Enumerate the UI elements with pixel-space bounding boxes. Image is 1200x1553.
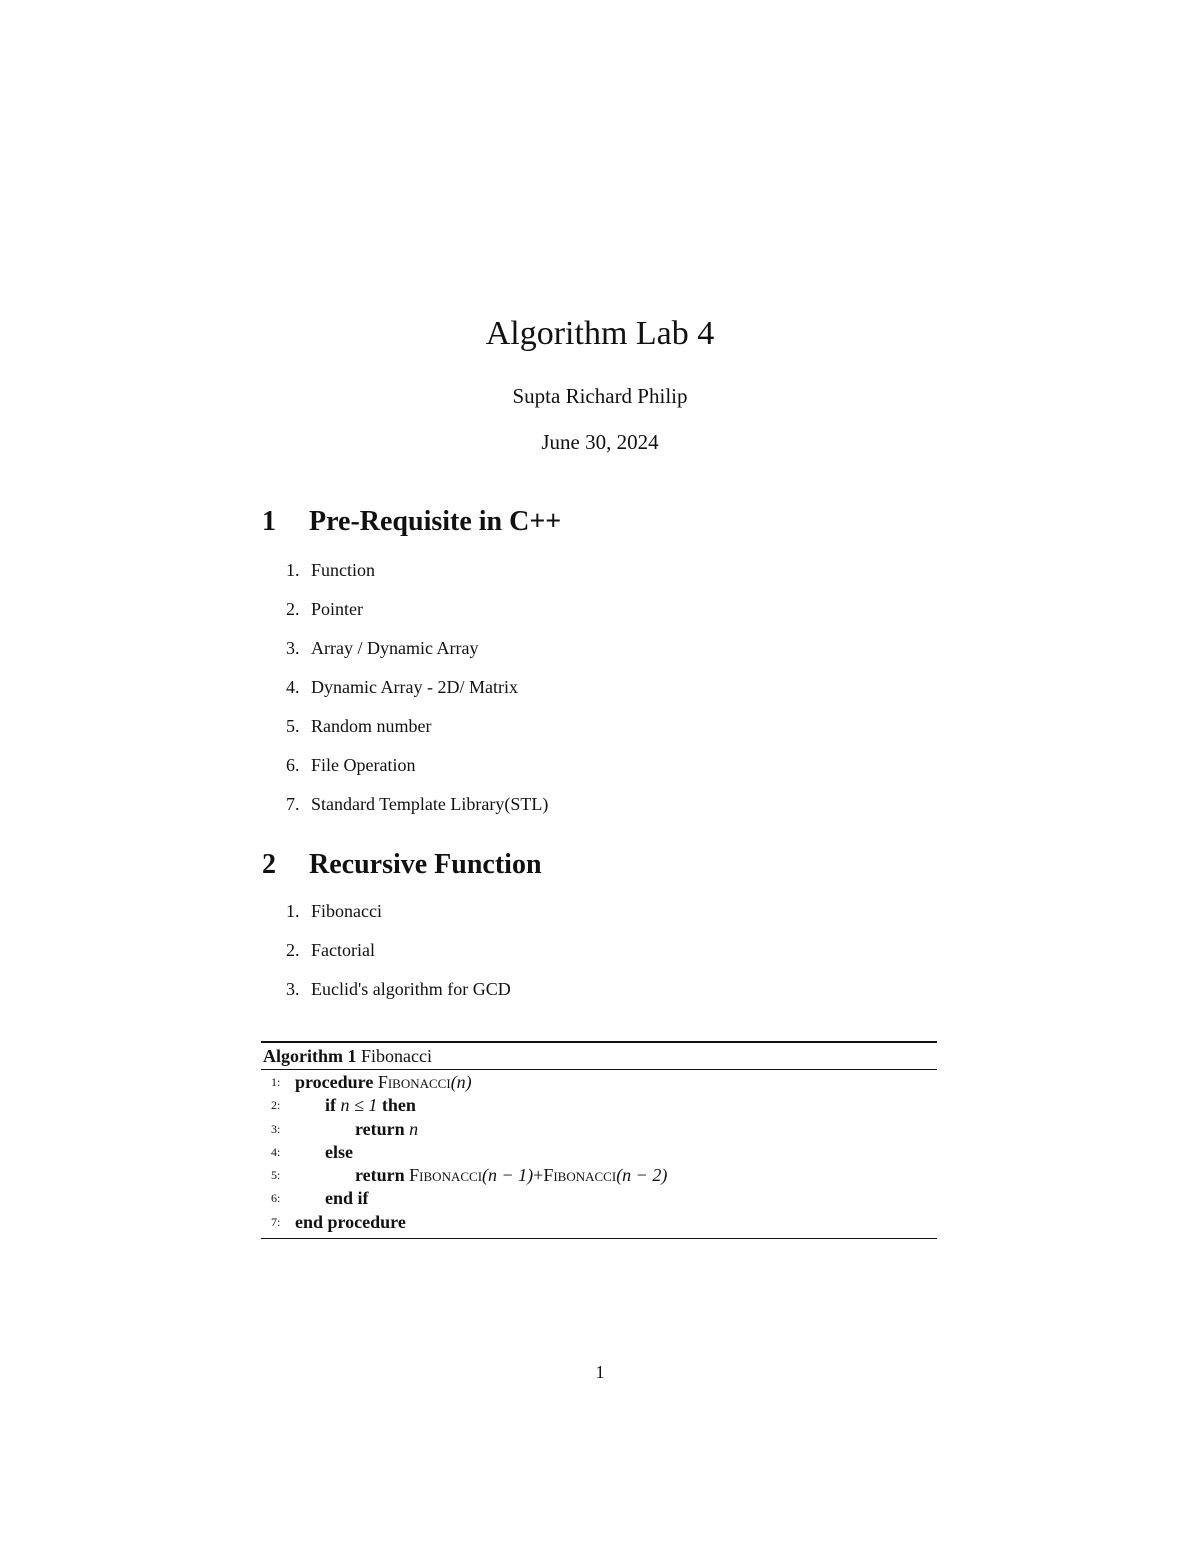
list-item — [286, 597, 548, 636]
list-item — [286, 899, 511, 938]
list-item-number: 7. — [286, 794, 300, 814]
page-number: 1 — [595, 1362, 605, 1382]
algorithm-caption-label: Algorithm 1 — [263, 1046, 357, 1066]
keyword: else — [325, 1141, 353, 1162]
list-item — [286, 714, 548, 753]
list-item-number: 5. — [286, 716, 300, 736]
list-item — [286, 636, 548, 675]
list-item-label: File Operation — [311, 755, 416, 775]
function-name: Fibonacci — [377, 1072, 451, 1092]
list-item — [286, 558, 548, 597]
keyword: procedure — [295, 1072, 374, 1092]
operator: + — [533, 1165, 544, 1186]
list-item-label: Dynamic Array - 2D/ Matrix — [311, 677, 518, 697]
line-number: 5: — [271, 1168, 281, 1183]
algorithm-caption — [261, 1043, 937, 1069]
keyword: return — [355, 1118, 405, 1139]
list-item-label: Standard Template Library(STL) — [311, 794, 549, 814]
algorithm-line — [261, 1164, 937, 1187]
recursive-function-list — [286, 899, 511, 1016]
list-item-number: 3. — [286, 638, 300, 658]
algorithm-line — [261, 1187, 937, 1210]
list-item-number: 3. — [286, 979, 300, 999]
section-title: Recursive Function — [309, 849, 542, 880]
list-item-label: Function — [311, 560, 376, 580]
prerequisite-list — [286, 558, 548, 831]
list-item-number: 6. — [286, 755, 300, 775]
keyword: then — [381, 1095, 416, 1116]
keyword: end if — [325, 1188, 369, 1209]
list-item — [286, 753, 548, 792]
line-number: 1: — [271, 1075, 281, 1089]
line-number: 4: — [271, 1144, 281, 1159]
line-number: 2: — [271, 1098, 281, 1113]
line-number: 7: — [271, 1214, 281, 1229]
list-item-number: 2. — [286, 599, 300, 619]
function-name: Fibonacci — [543, 1165, 617, 1186]
algorithm-block — [261, 1041, 937, 1239]
list-item-label: Array / Dynamic Array — [311, 638, 479, 658]
function-args: (n) — [450, 1072, 472, 1092]
list-item-label: Pointer — [311, 599, 363, 619]
algorithm-line — [261, 1071, 937, 1094]
algorithm-body — [261, 1070, 937, 1238]
section-number: 2 — [262, 849, 276, 880]
list-item-number: 1. — [286, 901, 300, 921]
list-item-number: 2. — [286, 940, 300, 960]
algorithm-line — [261, 1118, 937, 1141]
algorithm-line — [261, 1211, 937, 1234]
list-item-number: 1. — [286, 560, 300, 580]
list-item — [286, 675, 548, 714]
line-number: 6: — [271, 1191, 281, 1206]
document-title: Algorithm Lab 4 — [485, 315, 715, 352]
list-item-label: Factorial — [311, 940, 375, 960]
algorithm-line — [261, 1141, 937, 1164]
section-heading-prerequisites — [262, 504, 561, 540]
list-item-label: Euclid's algorithm for GCD — [311, 979, 511, 999]
list-item-number: 4. — [286, 677, 300, 697]
keyword: end procedure — [295, 1211, 406, 1232]
function-args: (n − 1) — [482, 1165, 534, 1186]
list-item — [286, 977, 511, 1016]
list-item-label: Fibonacci — [311, 901, 382, 921]
list-item-label: Random number — [311, 716, 432, 736]
list-item — [286, 938, 511, 977]
condition: n ≤ 1 — [340, 1095, 378, 1116]
list-item — [286, 792, 548, 831]
section-heading-recursive-function — [262, 847, 542, 883]
algorithm-bottom-rule — [261, 1238, 937, 1239]
line-number: 3: — [271, 1121, 281, 1136]
algorithm-line — [261, 1094, 937, 1117]
algorithm-caption-title: Fibonacci — [361, 1046, 432, 1066]
section-title: Pre-Requisite in C++ — [309, 506, 562, 537]
return-value: n — [409, 1118, 419, 1139]
keyword: return — [355, 1165, 405, 1186]
document-date: June 30, 2024 — [541, 430, 659, 454]
document-author: Supta Richard Philip — [512, 384, 688, 408]
section-number: 1 — [262, 506, 276, 537]
function-args: (n − 2) — [616, 1165, 668, 1186]
keyword: if — [325, 1095, 336, 1116]
function-name: Fibonacci — [409, 1165, 483, 1186]
